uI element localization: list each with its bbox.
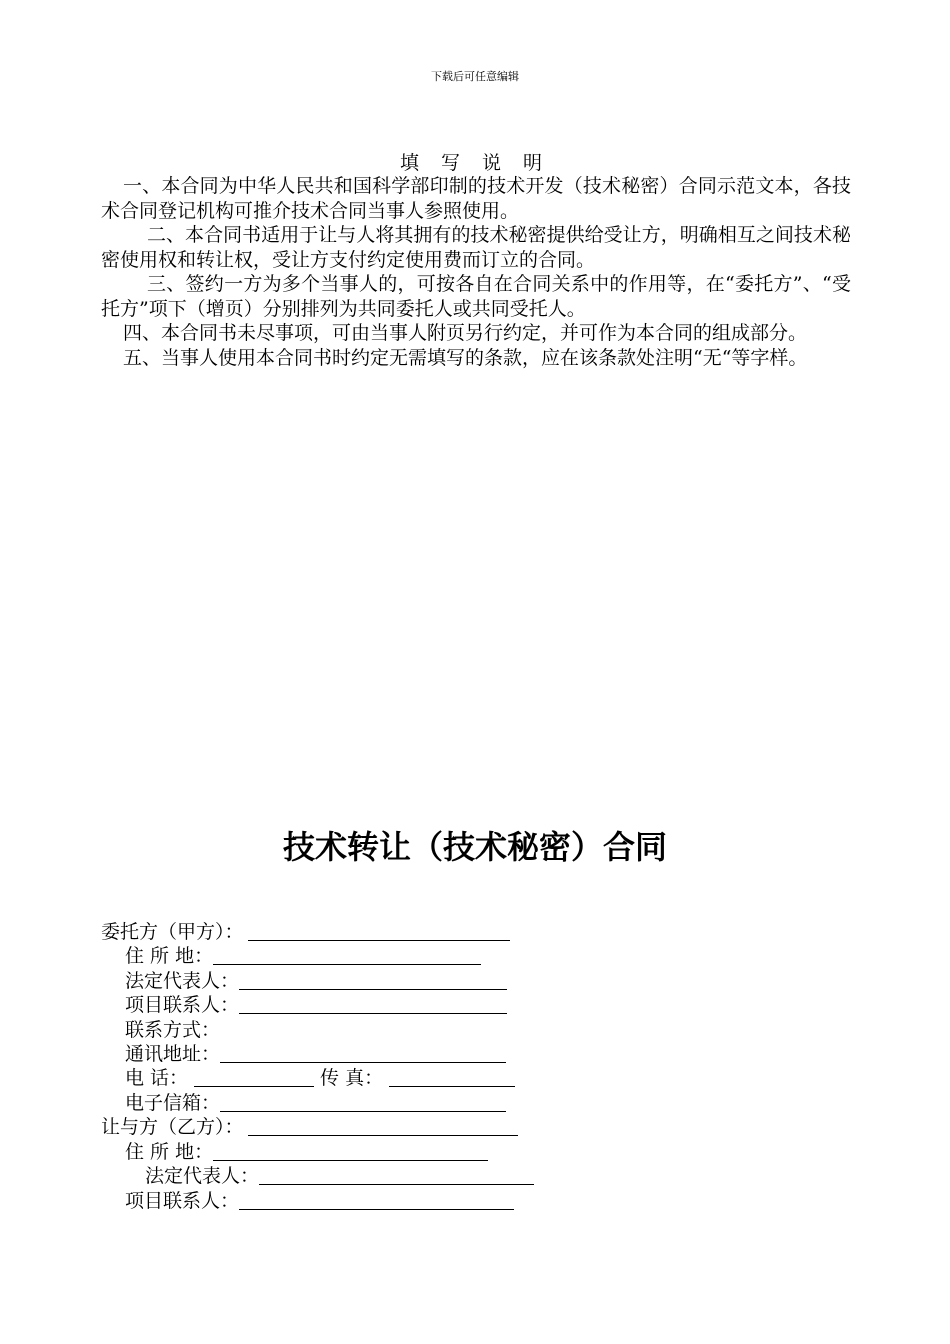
contract-title: 技术转让（技术秘密）合同 [282, 828, 667, 866]
party-a-row [101, 920, 510, 944]
instruction-paragraph-3: 三、签约一方为多个当事人的，可按各自在合同关系中的作用等，在“委托方”、“受托方”项下（增页）分别排列为共同委托人或共同受托人。 [101, 273, 851, 320]
instruction-paragraph-4: 四、本合同书未尽事项，可由当事人附页另行约定，并可作为本合同的组成部分。 [123, 322, 808, 344]
b-contact-row [125, 1189, 514, 1213]
party-b-label: 让与方（乙方）： [101, 1116, 244, 1138]
a-address-row [125, 944, 481, 968]
party-b-row [101, 1115, 518, 1139]
a-mail-address-row [125, 1042, 506, 1066]
b-contact-label: 项目联系人： [125, 1190, 240, 1212]
a-phone-field[interactable] [194, 1067, 314, 1087]
a-legal-rep-field[interactable] [239, 970, 507, 990]
a-email-row [125, 1091, 506, 1115]
a-phone-label: 电 话： [125, 1067, 189, 1089]
b-address-row [125, 1140, 488, 1164]
party-a-field[interactable] [248, 921, 510, 941]
a-contact-label: 项目联系人： [125, 994, 240, 1016]
party-b-field[interactable] [248, 1116, 518, 1136]
instructions-title: 填 写 说 明 [399, 152, 551, 174]
b-legal-rep-field[interactable] [259, 1165, 534, 1185]
a-contact-row [125, 993, 507, 1017]
a-address-label: 住 所 地： [125, 945, 214, 967]
header-note: 下载后可任意编辑 [431, 70, 519, 83]
a-fax-label: 传 真： [320, 1067, 384, 1089]
b-address-label: 住 所 地： [125, 1141, 214, 1163]
a-fax-field[interactable] [389, 1067, 515, 1087]
a-legal-rep-row [125, 969, 507, 993]
a-email-field[interactable] [220, 1092, 506, 1112]
instructions-body [101, 174, 851, 370]
instruction-paragraph-1: 一、本合同为中华人民共和国科学部印制的技术开发（技术秘密）合同示范文本，各技术合同登记机构可推介技术合同当事人参照使用。 [101, 175, 851, 222]
a-mail-address-field[interactable] [220, 1043, 506, 1063]
party-a-label: 委托方（甲方）： [101, 921, 244, 943]
a-address-field[interactable] [213, 945, 481, 965]
instruction-paragraph-2: 二、本合同书适用于让与人将其拥有的技术秘密提供给受让方，明确相互之间技术秘密使用权和转让权，受让方支付约定使用费而订立的合同。 [101, 224, 851, 271]
a-contact-field[interactable] [239, 994, 507, 1014]
b-legal-rep-row [145, 1164, 534, 1188]
a-contact-method-label: 联系方式： [125, 1019, 221, 1041]
a-legal-rep-label: 法定代表人： [125, 970, 240, 992]
instruction-paragraph-5: 五、当事人使用本合同书时约定无需填写的条款，应在该条款处注明“无“等字样。 [123, 346, 808, 369]
a-email-label: 电子信箱： [125, 1092, 221, 1114]
b-legal-rep-label: 法定代表人： [145, 1165, 260, 1187]
a-phone-fax-row [125, 1066, 515, 1090]
b-address-field[interactable] [213, 1141, 488, 1161]
a-contact-method-row [125, 1018, 220, 1042]
b-contact-field[interactable] [239, 1190, 514, 1210]
a-mail-address-label: 通讯地址： [125, 1043, 221, 1065]
